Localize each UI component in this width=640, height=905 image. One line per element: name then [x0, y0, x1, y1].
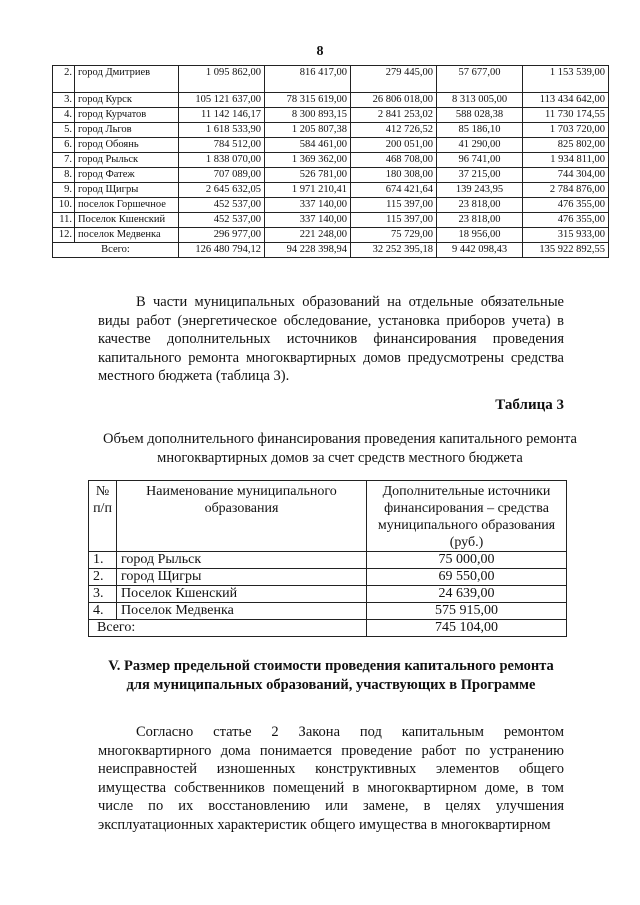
row-value: 315 933,00: [523, 228, 609, 243]
total-row: [53, 243, 609, 258]
row-amount: 69 550,00: [367, 569, 567, 586]
row-name: город Дмитриев: [75, 66, 179, 93]
row-name: город Фатеж: [75, 168, 179, 183]
funding-table: [52, 65, 609, 258]
row-name: город Курчатов: [75, 108, 179, 123]
row-number: 3.: [53, 93, 75, 108]
row-value: 23 818,00: [437, 198, 523, 213]
row-name: город Рыльск: [75, 153, 179, 168]
row-value: 221 248,00: [265, 228, 351, 243]
table3-header-name: Наименование муниципального образования: [117, 481, 367, 552]
row-value: 11 142 146,17: [179, 108, 265, 123]
page-number: 8: [316, 44, 324, 59]
row-value: 180 308,00: [351, 168, 437, 183]
row-value: 526 781,00: [265, 168, 351, 183]
row-name: город Щигры: [75, 183, 179, 198]
total-value: 135 922 892,55: [523, 243, 609, 258]
row-value: 37 215,00: [437, 168, 523, 183]
row-value: 57 677,00: [437, 66, 523, 93]
row-name: город Курск: [75, 93, 179, 108]
paragraph-capital-repair: Согласно статье 2 Закона под капитальным ремонтом многоквартирного дома понимается проведение работ по устранению неисправностей изношенных конструктивных элементов общего имущества собственников помещений в многоквартирном доме, в том числе по их восстановлению или замене, в целях улучшения эксплуатационных характеристик общего имущества в многоквартирном: [98, 724, 564, 833]
row-value: 1 618 533,90: [179, 123, 265, 138]
table-row: [53, 228, 609, 243]
total-row: [89, 620, 567, 637]
row-value: 452 537,00: [179, 213, 265, 228]
total-amount: 745 104,00: [367, 620, 567, 637]
row-value: 115 397,00: [351, 198, 437, 213]
row-value: 337 140,00: [265, 198, 351, 213]
row-value: 1 838 070,00: [179, 153, 265, 168]
row-number: 3.: [89, 586, 117, 603]
row-value: 85 186,10: [437, 123, 523, 138]
table-row: [53, 66, 609, 93]
row-value: 23 818,00: [437, 213, 523, 228]
row-value: 674 421,64: [351, 183, 437, 198]
row-name: Поселок Кшенский: [117, 586, 367, 603]
row-value: 588 028,38: [437, 108, 523, 123]
row-value: 816 417,00: [265, 66, 351, 93]
row-amount: 575 915,00: [367, 603, 567, 620]
row-value: 744 304,00: [523, 168, 609, 183]
row-number: 8.: [53, 168, 75, 183]
row-number: 4.: [89, 603, 117, 620]
row-value: 2 645 632,05: [179, 183, 265, 198]
row-name: Поселок Кшенский: [75, 213, 179, 228]
row-value: 26 806 018,00: [351, 93, 437, 108]
row-value: 784 512,00: [179, 138, 265, 153]
row-value: 476 355,00: [523, 198, 609, 213]
row-value: 412 726,52: [351, 123, 437, 138]
row-value: 825 802,00: [523, 138, 609, 153]
row-value: 1 703 720,00: [523, 123, 609, 138]
row-number: 2.: [89, 569, 117, 586]
section-title: V. Размер предельной стоимости проведения капитального ремонта для муниципальных образований, участвующих в Программе: [108, 658, 554, 693]
table3-header-amount: Дополнительные источники финансирования – средства муниципального образования (руб.): [367, 481, 567, 552]
table-row: [53, 168, 609, 183]
row-value: 2 784 876,00: [523, 183, 609, 198]
row-value: 1 205 807,38: [265, 123, 351, 138]
row-value: 105 121 637,00: [179, 93, 265, 108]
total-label: Всего:: [89, 620, 367, 637]
row-name: город Рыльск: [117, 552, 367, 569]
row-value: 1 153 539,00: [523, 66, 609, 93]
row-value: 113 434 642,00: [523, 93, 609, 108]
row-value: 1 095 862,00: [179, 66, 265, 93]
table3-header-row: [89, 481, 567, 552]
table-row: [53, 213, 609, 228]
table-row: [53, 138, 609, 153]
table3-label: Таблица 3: [495, 397, 564, 413]
local-budget-table: [88, 480, 567, 637]
paragraph-local-budget: В части муниципальных образований на отдельные обязательные виды работ (энергетическое обследование, установка приборов учета) в качестве дополнительных источников финансирования проведения капитального ремонта многоквартирных домов предусмотрены средства местного бюджета (таблица 3).: [98, 294, 564, 384]
row-value: 115 397,00: [351, 213, 437, 228]
row-number: 11.: [53, 213, 75, 228]
row-value: 1 934 811,00: [523, 153, 609, 168]
row-number: 9.: [53, 183, 75, 198]
total-value: 32 252 395,18: [351, 243, 437, 258]
row-value: 1 971 210,41: [265, 183, 351, 198]
table-row: [53, 153, 609, 168]
row-value: 8 300 893,15: [265, 108, 351, 123]
table-row: [89, 586, 567, 603]
row-value: 11 730 174,55: [523, 108, 609, 123]
row-value: 584 461,00: [265, 138, 351, 153]
row-value: 452 537,00: [179, 198, 265, 213]
row-name: поселок Медвенка: [75, 228, 179, 243]
row-value: 279 445,00: [351, 66, 437, 93]
row-value: 2 841 253,02: [351, 108, 437, 123]
row-value: 75 729,00: [351, 228, 437, 243]
table-row: [53, 183, 609, 198]
table3-header-num: № п/п: [89, 481, 117, 552]
row-value: 1 369 362,00: [265, 153, 351, 168]
row-name: Поселок Медвенка: [117, 603, 367, 620]
row-number: 4.: [53, 108, 75, 123]
row-value: 96 741,00: [437, 153, 523, 168]
row-value: 707 089,00: [179, 168, 265, 183]
row-value: 468 708,00: [351, 153, 437, 168]
row-value: 200 051,00: [351, 138, 437, 153]
table-row: [53, 93, 609, 108]
row-number: 5.: [53, 123, 75, 138]
row-value: 8 313 005,00: [437, 93, 523, 108]
table-row: [53, 123, 609, 138]
row-number: 10.: [53, 198, 75, 213]
total-value: 9 442 098,43: [437, 243, 523, 258]
table-row: [89, 603, 567, 620]
row-value: 41 290,00: [437, 138, 523, 153]
row-number: 6.: [53, 138, 75, 153]
total-label: Всего:: [53, 243, 179, 258]
funding-table-body: [53, 66, 609, 258]
total-value: 94 228 398,94: [265, 243, 351, 258]
row-value: 78 315 619,00: [265, 93, 351, 108]
table3-caption: Объем дополнительного финансирования проведения капитального ремонта многоквартирных домов за счет средств местного бюджета: [103, 431, 577, 466]
table-row: [53, 108, 609, 123]
row-value: 18 956,00: [437, 228, 523, 243]
table-row: [89, 569, 567, 586]
row-name: город Обоянь: [75, 138, 179, 153]
local-budget-table-body: [89, 481, 567, 637]
row-amount: 75 000,00: [367, 552, 567, 569]
row-name: город Льгов: [75, 123, 179, 138]
row-amount: 24 639,00: [367, 586, 567, 603]
total-value: 126 480 794,12: [179, 243, 265, 258]
row-value: 139 243,95: [437, 183, 523, 198]
table-row: [53, 198, 609, 213]
row-name: поселок Горшечное: [75, 198, 179, 213]
row-number: 2.: [53, 66, 75, 93]
row-number: 12.: [53, 228, 75, 243]
row-number: 1.: [89, 552, 117, 569]
row-number: 7.: [53, 153, 75, 168]
row-value: 296 977,00: [179, 228, 265, 243]
row-name: город Щигры: [117, 569, 367, 586]
row-value: 476 355,00: [523, 213, 609, 228]
row-value: 337 140,00: [265, 213, 351, 228]
table-row: [89, 552, 567, 569]
